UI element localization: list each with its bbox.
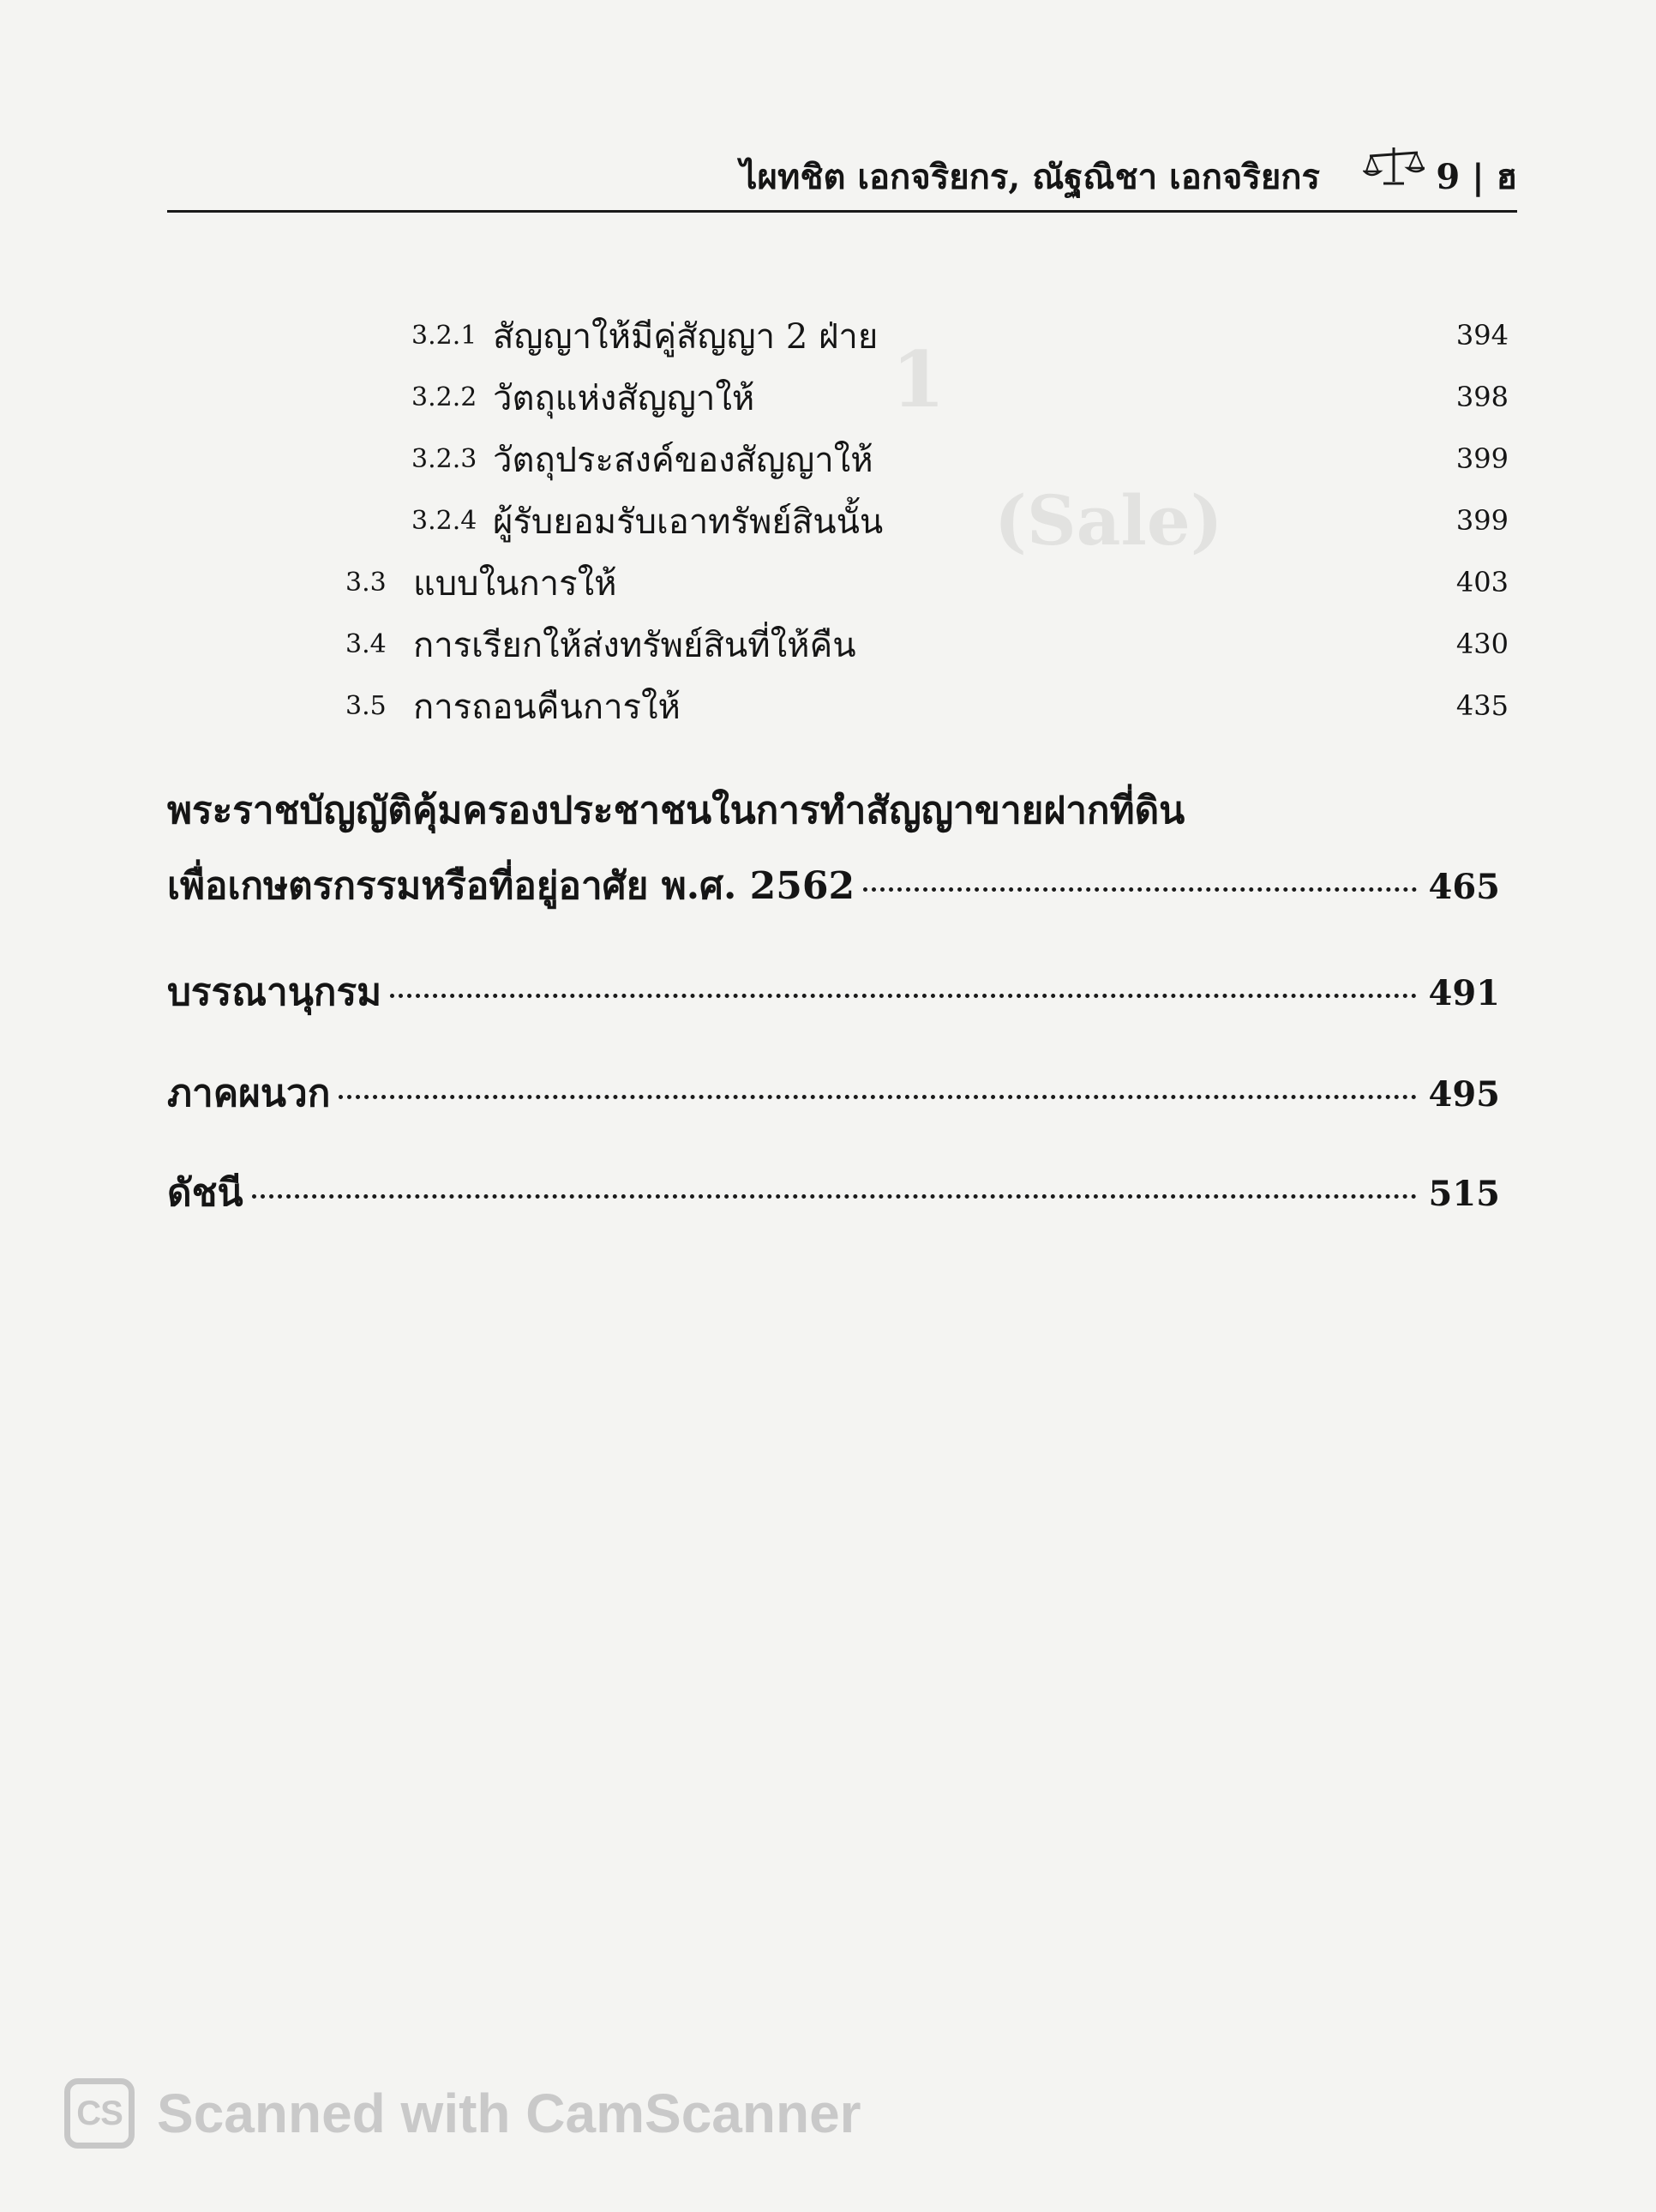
toc-entry-page: 399 [1455,504,1509,537]
header-divider [167,210,1517,213]
toc-entry-number: 3.2.2 [411,382,477,412]
toc-entry-number: 3.2.3 [411,444,477,474]
toc-main-entry-title: ภาคผนวก [167,1072,331,1115]
toc-entry-number: 3.2.1 [411,321,477,351]
toc-entry-page: 398 [1455,381,1509,413]
toc-entry [167,432,1509,492]
scale-of-justice-icon [1363,144,1425,192]
toc-main-entry-bibliography [167,962,1500,1022]
toc-main-entry-page: 491 [1428,973,1500,1013]
camscanner-watermark [64,2071,861,2156]
toc-entry-title: การถอนคืนการให้ [413,688,681,727]
toc-main-entry-page: 495 [1428,1074,1500,1115]
toc-entry-page: 430 [1455,628,1509,660]
toc-entry-number: 3.3 [345,568,387,598]
toc-entry-title: วัตถุประสงค์ของสัญญาให้ [493,441,873,480]
header-page-number: 9 | ฮ [1436,157,1517,197]
toc-main-entry-title: บรรณานุกรม [167,971,382,1014]
dot-leader [863,887,1416,892]
header-authors: ไผทชิต เอกจริยกร, ณัฐณิชา เอกจริยกร [740,157,1320,197]
dot-leader [390,994,1416,998]
running-header [167,144,1517,213]
toc-entry-number: 3.4 [345,629,387,659]
toc-main-entry-appendix [167,1063,1500,1123]
toc-entry [167,309,1509,369]
toc-act-title-line2: เพื่อเกษตรกรรมหรือที่อยู่อาศัย พ.ศ. 2562 [167,864,855,908]
toc-entry [167,494,1509,554]
toc-entry [167,556,1509,616]
toc-act-title-line1: พระราชบัญญัติคุ้มครองประชาชนในการทำสัญญาขายฝากที่ดิน [167,789,1185,833]
toc-entry-title: ผู้รับยอมรับเอาทรัพย์สินนั้น [493,502,884,542]
toc-entry-page: 399 [1455,442,1509,475]
camscanner-logo-icon: CS [64,2078,135,2149]
toc-entry-title: แบบในการให้ [413,564,617,604]
dot-leader [252,1194,1417,1199]
toc-entry [167,370,1509,430]
toc-entry-title: วัตถุแห่งสัญญาให้ [493,379,755,418]
toc-entry-title: การเรียกให้ส่งทรัพย์สินที่ให้คืน [413,626,856,665]
toc-main-entry-page: 515 [1428,1174,1500,1214]
toc-entry-page: 435 [1455,689,1509,722]
toc-entry-page: 403 [1455,566,1509,598]
toc-entry-number: 3.2.4 [411,506,477,536]
toc-entry-number: 3.5 [345,691,387,721]
toc-entry [167,679,1509,739]
watermark-text: Scanned with CamScanner [157,2083,861,2144]
toc-main-entry-index [167,1163,1500,1223]
bleed-through-text: 1 [891,334,945,425]
toc-entry [167,617,1509,677]
dot-leader [339,1095,1416,1099]
toc-main-entry-page: 465 [1428,867,1500,907]
toc-entry-page: 394 [1455,319,1509,352]
toc-main-entry-title: ดัชนี [167,1171,243,1215]
toc-entry-title: สัญญาให้มีคู่สัญญา 2 ฝ่าย [493,317,879,357]
bleed-through-text: (Sale) [994,480,1223,561]
toc-main-entry-act [167,856,1500,916]
